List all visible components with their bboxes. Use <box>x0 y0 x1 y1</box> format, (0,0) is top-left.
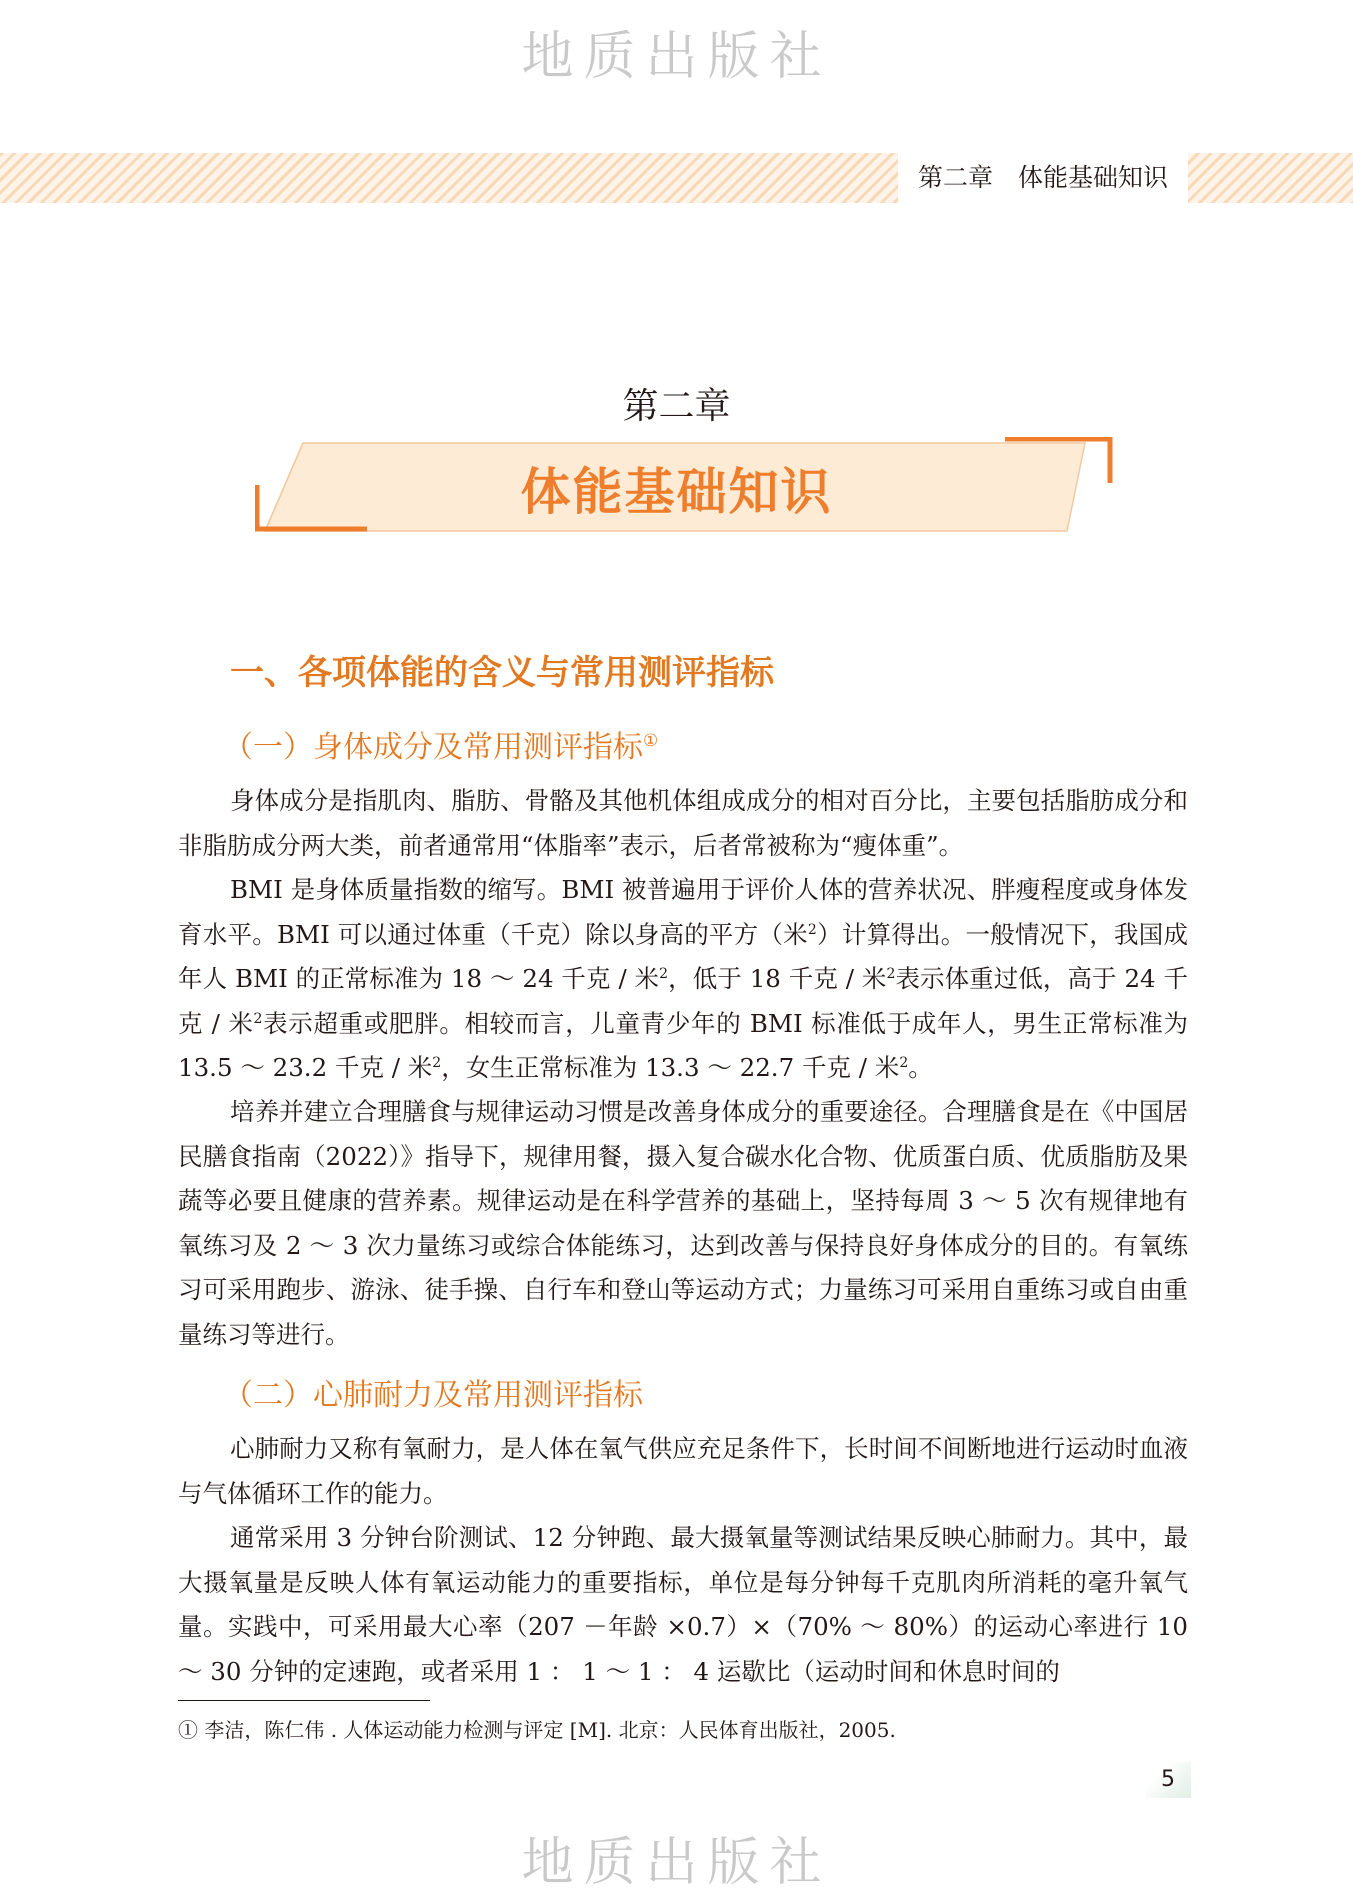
paragraph-body-composition-definition: 身体成分是指肌肉、脂肪、骨骼及其他机体组成成分的相对百分比，主要包括脂肪成分和非脂肪成分两大类，前者通常用“体脂率”表示，后者常被称为“瘦体重”。 <box>178 786 1188 860</box>
page-number: 5 <box>1145 1762 1191 1798</box>
superscript: 2 <box>253 1010 263 1027</box>
subsection-title: （一）身体成分及常用测评指标 <box>223 730 643 765</box>
paragraph-cardio-definition: 心肺耐力又称有氧耐力，是人体在氧气供应充足条件下，长时间不间断地进行运动时血液与气体循环工作的能力。 <box>178 1434 1188 1508</box>
paragraph-cardio-testing: 通常采用 3 分钟台阶测试、12 分钟跑、最大摄氧量等测试结果反映心肺耐力。其中，最大摄氧量是反映人体有氧运动能力的重要指标，单位是每分钟每千克肌肉所消耗的毫升氧气量。实践中，可采用最大心率（207 －年龄 ×0.7）×（70% ～ 80%）的运动心率进行 10 ～ 30 分钟的定速跑，或者采用 1 ： 1 ～ 1 ： 4 运歇比（运动时间和休息时间的 <box>178 1523 1188 1686</box>
publisher-watermark-bottom: 地质出版社 <box>521 1833 832 1893</box>
paragraph-diet-exercise: 培养并建立合理膳食与规律运动习惯是改善身体成分的重要途径。合理膳食是在《中国居民膳食指南（2022）》指导下，规律用餐，摄入复合碳水化合物、优质蛋白质、优质脂肪及果蔬等必要且健康的营养素。规律运动是在科学营养的基础上，坚持每周 3 ～ 5 次有规律地有氧练习及 2 ～ 3 次力量练习或综合体能练习，达到改善与保持良好身体成分的目的。有氧练习可采用跑步、游泳、徒手操、自行车和登山等运动方式；力量练习可采用自重练习或自由重量练习等进行。 <box>178 1097 1188 1349</box>
bmi-text-a: BMI 是身体质量指数的缩写。BMI 被普遍用于评价人体的营养状况、胖瘦程度或身体发育水平。BMI 可以通过体重（千克）除以身高的平方（米 <box>178 875 1188 949</box>
footnote-divider <box>178 1700 430 1701</box>
publisher-watermark-top: 地质出版社 <box>521 27 832 87</box>
chapter-title: 体能基础知识 <box>520 463 833 521</box>
superscript: 2 <box>807 921 817 938</box>
superscript: 2 <box>886 965 896 982</box>
paragraph-bmi <box>178 868 1188 1091</box>
footnote: ① 李洁，陈仁伟 . 人体运动能力检测与评定 [M]. 北京：人民体育出版社，2005. <box>178 1718 896 1742</box>
subsection-heading-cardio: （二）心肺耐力及常用测评指标 <box>223 1378 643 1413</box>
section-heading: 一、各项体能的含义与常用测评指标 <box>230 653 774 693</box>
bmi-text-f: ，女生正常标准为 13.3 ～ 22.7 千克 / 米 <box>441 1053 900 1082</box>
superscript: 2 <box>899 1054 909 1071</box>
superscript: 2 <box>659 965 669 982</box>
running-header: 第二章 体能基础知识 <box>898 153 1188 203</box>
bmi-text-g: 。 <box>908 1053 933 1082</box>
superscript: 2 <box>432 1054 442 1071</box>
bmi-text-d: 表示体重过低，高于 24 千克 / 米 <box>178 964 1188 1038</box>
chapter-number: 第二章 <box>622 386 731 427</box>
footnote-mark: ① <box>643 731 659 751</box>
bmi-text-e: 表示超重或肥胖。相较而言，儿童青少年的 BMI 标准低于成年人，男生正常标准为 13.5 ～ 23.2 千克 / 米 <box>178 1008 1188 1082</box>
bmi-text-b: ）计算得出。一般情况下，我国成年人 BMI 的正常标准为 18 ～ 24 千克 / 米 <box>178 919 1189 993</box>
bmi-text-c: ，低于 18 千克 / 米 <box>668 964 887 993</box>
subsection-heading-body-composition <box>223 722 658 766</box>
